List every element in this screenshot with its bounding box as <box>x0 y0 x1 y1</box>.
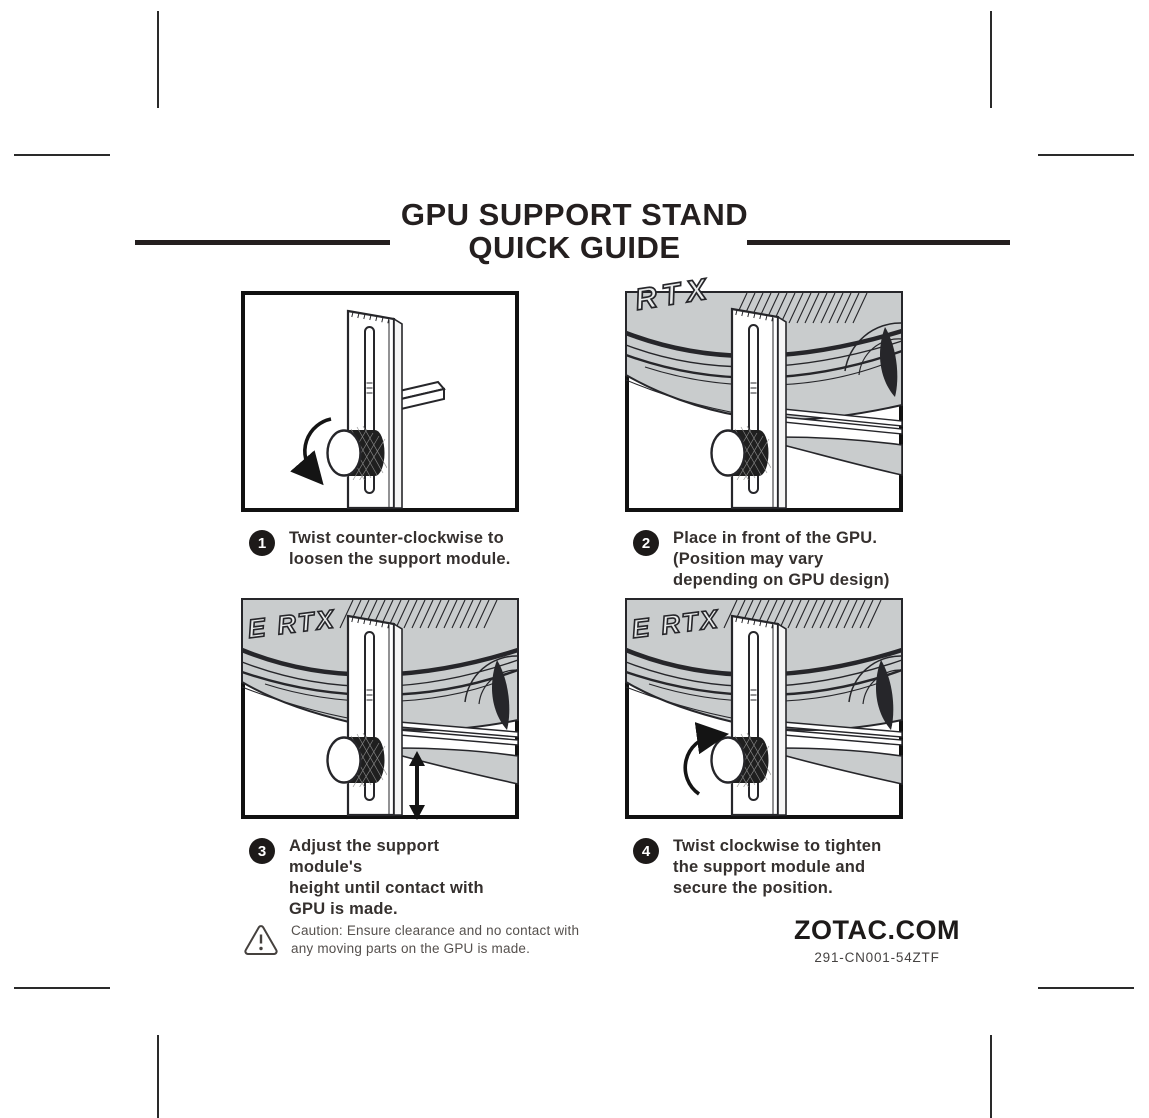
panel-step2-illustration <box>625 272 903 512</box>
caution-line1: Caution: Ensure clearance and no contact with <box>291 923 580 938</box>
brand-website: ZOTAC.COM <box>794 915 960 945</box>
step-4-text <box>673 836 881 899</box>
crop-mark-left-top-h <box>14 154 110 156</box>
gpu-model-text: E RTX <box>246 603 338 644</box>
page-title <box>0 198 1149 264</box>
step-2-caption <box>633 528 905 591</box>
title-rule-left <box>135 240 390 245</box>
part-number: 291-CN001-54ZTF <box>814 950 940 965</box>
support-stand <box>732 616 786 815</box>
footer <box>772 915 982 965</box>
gpu-underside <box>779 748 902 784</box>
step-4-line3: secure the position. <box>673 879 833 897</box>
warning-triangle-icon <box>243 924 279 957</box>
step-3-line3: GPU is made. <box>289 900 398 918</box>
gpu-model-text: E RTX <box>630 603 722 644</box>
caution-text <box>291 922 579 957</box>
cw-arrow-icon <box>685 736 713 794</box>
knob <box>712 733 772 788</box>
step-4-line1: Twist clockwise to tighten <box>673 837 882 855</box>
stand-tighten-drawing <box>629 602 899 815</box>
step-3-number-badge: 3 <box>249 838 275 864</box>
title-line2: QUICK GUIDE <box>468 230 681 265</box>
title-line1: GPU SUPPORT STAND <box>400 197 749 232</box>
step-1-number-badge: 1 <box>249 530 275 556</box>
step-2-line1: Place in front of the GPU. <box>673 529 878 547</box>
step-1-line2: loosen the support module. <box>289 550 511 568</box>
step-2-text <box>673 528 890 591</box>
gpu-underside <box>779 437 902 475</box>
crop-mark-right-bottom-h <box>1038 987 1134 989</box>
support-stand <box>348 616 402 815</box>
caution-note <box>243 922 579 957</box>
step-1-line1: Twist counter-clockwise to <box>289 529 504 547</box>
step-4-line2: the support module and <box>673 858 866 876</box>
step-1-caption <box>249 528 511 570</box>
step-3-caption <box>249 836 511 920</box>
crop-mark-top-right-v <box>990 11 992 108</box>
panel-step1-illustration <box>241 291 519 512</box>
step-3-text <box>289 836 511 920</box>
step-3-line2: height until contact with <box>289 879 484 897</box>
step-3-line1: Adjust the support module's <box>289 837 440 876</box>
crop-mark-left-bottom-h <box>14 987 110 989</box>
crop-mark-bottom-right-v <box>990 1035 992 1118</box>
knob <box>712 426 772 481</box>
support-stand <box>348 311 402 508</box>
caution-line2: any moving parts on the GPU is made. <box>291 940 531 956</box>
step-4-caption <box>633 836 905 899</box>
panel-step4-illustration <box>625 598 903 819</box>
knob <box>328 733 388 788</box>
stand-placement-drawing <box>629 272 899 508</box>
gpu-model-text: RTX <box>632 272 715 317</box>
step-2-number-badge: 2 <box>633 530 659 556</box>
knob <box>328 426 388 481</box>
step-2-line3: depending on GPU design) <box>673 571 890 589</box>
stand-height-adjust-drawing <box>245 602 515 815</box>
panel-step3-illustration <box>241 598 519 819</box>
crop-mark-bottom-left-v <box>157 1035 159 1118</box>
stand-loosen-drawing <box>245 295 515 508</box>
step-4-number-badge: 4 <box>633 838 659 864</box>
step-2-line2: (Position may vary <box>673 550 824 568</box>
crop-mark-right-top-h <box>1038 154 1134 156</box>
title-rule-right <box>747 240 1010 245</box>
support-stand <box>732 309 786 508</box>
crop-mark-top-left-v <box>157 11 159 108</box>
step-1-text <box>289 528 511 570</box>
